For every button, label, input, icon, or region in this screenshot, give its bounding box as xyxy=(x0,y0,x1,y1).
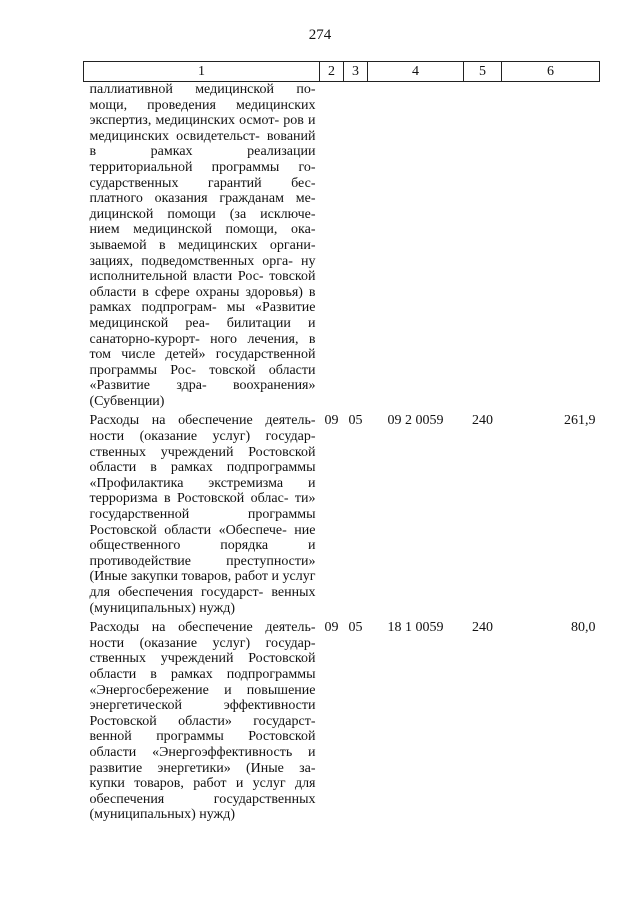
description-line: вований в рамках реализации xyxy=(89,128,316,160)
section-code-cell xyxy=(320,413,344,620)
description-line: ности (оказание услуг) государ- xyxy=(89,429,316,445)
description-line: платного оказания гражданам ме- xyxy=(89,191,316,207)
section-code-cell xyxy=(320,82,344,414)
description-line: здоровья) в рамках подпрограм- xyxy=(89,284,316,316)
description-line: ственных учреждений Ростовской xyxy=(89,651,316,667)
subsection-code: 05 xyxy=(348,620,363,636)
expense-type-code-cell xyxy=(464,620,502,827)
description-line: мощи, проведения медицинских xyxy=(89,97,316,113)
description-line: обеспечения государственных xyxy=(89,791,316,807)
description-line: зациях, подведомственных орга- xyxy=(89,253,293,269)
column-header: 1 xyxy=(84,62,320,82)
table-row xyxy=(84,82,600,414)
description-line: ров и медицинских освидетельст- xyxy=(89,113,316,144)
description-line: ти» государственной программы xyxy=(89,491,316,523)
expense-type-code-cell xyxy=(464,413,502,620)
description-line: дицинской помощи (за исключе- xyxy=(89,206,316,222)
expense-description xyxy=(84,82,320,413)
description-line: ного лечения, в том числе детей» xyxy=(89,331,316,363)
description-line: области в рамках подпрограммы xyxy=(89,666,316,682)
section-code: 09 xyxy=(324,413,339,429)
description-line: развитие энергетики» (Иные за- xyxy=(89,760,316,776)
subsection-code: 05 xyxy=(348,413,363,429)
target-article-code: 09 2 0059 xyxy=(387,413,444,429)
amount-value-cell xyxy=(502,620,600,827)
target-article-code-cell xyxy=(368,413,464,620)
description-line: области «Энергоэффективность и xyxy=(89,744,316,760)
description-line: товской области «Развитие здра- xyxy=(89,362,316,394)
description-line: «Энергосбережение и повышение xyxy=(89,682,316,698)
description-line: ственных учреждений Ростовской xyxy=(89,444,316,460)
description-line: (муниципальных) нужд) xyxy=(89,807,236,823)
description-line: области в рамках подпрограммы xyxy=(89,460,316,476)
description-line: нием медицинской помощи, ока- xyxy=(89,222,316,238)
description-line: Расходы на обеспечение деятель- xyxy=(89,620,316,636)
description-line: ну исполнительной власти Рос- xyxy=(89,253,316,285)
description-line: венной программы Ростовской xyxy=(89,729,316,745)
description-line: венных (муниципальных) нужд) xyxy=(89,585,316,616)
expense-type-code-cell xyxy=(464,82,502,414)
description-line: экспертиз, медицинских осмот- xyxy=(89,113,280,129)
description-line: услуг для обеспечения государст- xyxy=(89,569,316,600)
expense-type-code: 240 xyxy=(472,413,493,429)
column-header: 6 xyxy=(502,62,600,82)
budget-table xyxy=(83,61,600,827)
description-line: энергетической эффективности xyxy=(89,698,316,714)
expense-description-cell xyxy=(84,413,320,620)
description-line: зываемой в медицинских органи- xyxy=(89,237,316,253)
description-line: мы «Развитие медицинской реа- xyxy=(89,300,316,331)
expense-description xyxy=(84,413,320,620)
amount-value: 80,0 xyxy=(571,620,596,636)
description-line: территориальной программы го- xyxy=(89,159,316,175)
description-line: купки товаров, работ и услуг для xyxy=(89,776,316,792)
description-line: ности (оказание услуг) государ- xyxy=(89,635,316,651)
table-body xyxy=(84,82,600,827)
description-line: государственной программы Рос- xyxy=(89,347,316,378)
table-row xyxy=(84,413,600,620)
description-line: противодействие преступности» xyxy=(89,553,316,569)
amount-value: 261,9 xyxy=(564,413,596,429)
subsection-code-cell xyxy=(344,413,368,620)
expense-description xyxy=(84,620,320,827)
target-article-code-cell xyxy=(368,82,464,414)
target-article-code-cell xyxy=(368,620,464,827)
expense-description-cell xyxy=(84,620,320,827)
expense-description-cell xyxy=(84,82,320,414)
expense-type-code: 240 xyxy=(472,620,493,636)
description-line: Расходы на обеспечение деятель- xyxy=(89,413,316,429)
column-header: 5 xyxy=(464,62,502,82)
column-header: 3 xyxy=(344,62,368,82)
description-line: сударственных гарантий бес- xyxy=(89,175,316,191)
description-line: терроризма в Ростовской облас- xyxy=(89,491,289,507)
section-code: 09 xyxy=(324,620,339,636)
description-line: воохранения» (Субвенции) xyxy=(89,378,316,409)
column-header: 4 xyxy=(368,62,464,82)
subsection-code-cell xyxy=(344,82,368,414)
description-line: Ростовской области» государст- xyxy=(89,713,316,729)
table-row xyxy=(84,620,600,827)
column-header: 2 xyxy=(320,62,344,82)
table-header-row xyxy=(84,62,600,82)
section-code-cell xyxy=(320,620,344,827)
subsection-code-cell xyxy=(344,620,368,827)
page-number: 274 xyxy=(308,27,332,43)
description-line: билитации и санаторно-курорт- xyxy=(89,315,316,347)
amount-value-cell xyxy=(502,82,600,414)
description-line: товской области в сфере охраны xyxy=(89,269,316,300)
description-line: ние общественного порядка и xyxy=(89,522,316,554)
amount-value-cell xyxy=(502,413,600,620)
description-line: (Иные закупки товаров, работ и xyxy=(89,569,280,585)
description-line: Ростовской области «Обеспече- xyxy=(89,522,287,538)
description-line: паллиативной медицинской по- xyxy=(89,82,316,97)
target-article-code: 18 1 0059 xyxy=(387,620,444,636)
description-line: «Профилактика экстремизма и xyxy=(89,475,316,491)
